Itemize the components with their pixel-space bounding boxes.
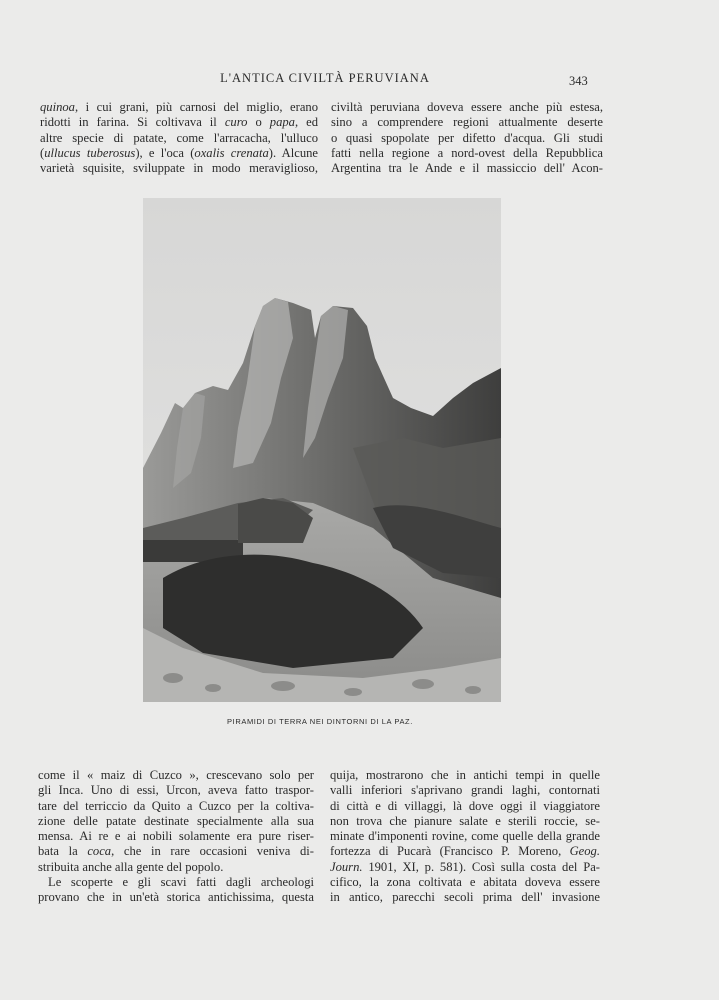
text-column-top-right: [331, 100, 603, 176]
text-line: Le scoperte e gli scavi fatti dagli archeologi: [48, 875, 314, 890]
text-line: come il « maiz di Cuzco », crescevano solo per: [38, 768, 314, 782]
paragraph: [40, 100, 318, 176]
text-line: sino a comprendere regioni attualmente deserte: [331, 115, 603, 130]
text-line: non trova che pianure salate e sterili roccie, se-: [330, 813, 600, 828]
running-title: L'ANTICA CIVILTÀ PERUVIANA: [220, 71, 430, 85]
text-line: stribuita anche alla gente del popolo.: [38, 859, 224, 874]
text-line: fortezza di Pucarà (Francisco P. Moreno, Geog.: [330, 844, 600, 859]
page-number: 343: [569, 74, 588, 88]
paragraph: [331, 100, 603, 176]
text-line: di città e di villaggi, là dove oggi il viaggiatore: [330, 798, 600, 813]
text-column-bottom-right: [330, 768, 600, 906]
text-line: fatti nella regione a nord-ovest della Repubblica: [331, 145, 603, 160]
text-line: Journ. 1901, XI, p. 581). Così sulla costa del Pa-: [330, 859, 600, 874]
text-line: in antico, parecchi secoli prima dell' invasione: [330, 890, 600, 905]
paragraph: [330, 768, 600, 906]
paragraph: [38, 875, 314, 906]
text-line: civiltà peruviana doveva essere anche più estesa,: [331, 100, 603, 114]
text-line: varietà squisite, sviluppate in modo meraviglioso,: [40, 161, 318, 176]
text-column-bottom-left: [38, 768, 314, 906]
text-line: minate d'imponenti rovine, come quelle della grande: [330, 829, 600, 844]
text-line: gli Inca. Uno di essi, Urcon, aveva fatto traspor-: [38, 783, 314, 798]
text-line: quija, mostrarono che in antichi tempi in quelle: [330, 768, 600, 782]
text-line: quinoa, i cui grani, più carnosi del miglio, erano: [40, 100, 318, 114]
text-line: (ullucus tuberosus), e l'oca (oxalis crenata). Alcune: [40, 145, 318, 160]
text-column-top-left: [40, 100, 318, 176]
text-line: provano che in un'età storica antichissima, questa: [38, 890, 314, 905]
text-line: Argentina tra le Ande e il massiccio dell' Acon-: [331, 161, 603, 176]
text-line: o quasi spopolate per difetto d'acqua. Gli studi: [331, 130, 603, 145]
figure-caption: PIRAMIDI DI TERRA NEI DINTORNI DI LA PAZ.: [227, 717, 413, 726]
paragraph: [38, 768, 314, 875]
text-line: mensa. Ai re e ai nobili solamente era pure riser-: [38, 829, 314, 844]
text-line: bata la coca, che in rare occasioni veniva di-: [38, 844, 314, 859]
text-line: valli inferiori s'aprivano grandi laghi, contornati: [330, 783, 600, 798]
text-line: tare del terriccio da Quito a Cuzco per la coltiva-: [38, 798, 314, 813]
text-line: cifico, la zona coltivata e abitata doveva essere: [330, 875, 600, 890]
text-line: ridotti in farina. Si coltivava il curo o papa, ed: [40, 115, 319, 130]
text-line: altre specie di patate, come l'arracacha, l'ulluco: [40, 130, 318, 145]
text-line: zione delle patate destinate specialmente alla sua: [38, 813, 314, 828]
landscape-photo: [143, 198, 501, 702]
